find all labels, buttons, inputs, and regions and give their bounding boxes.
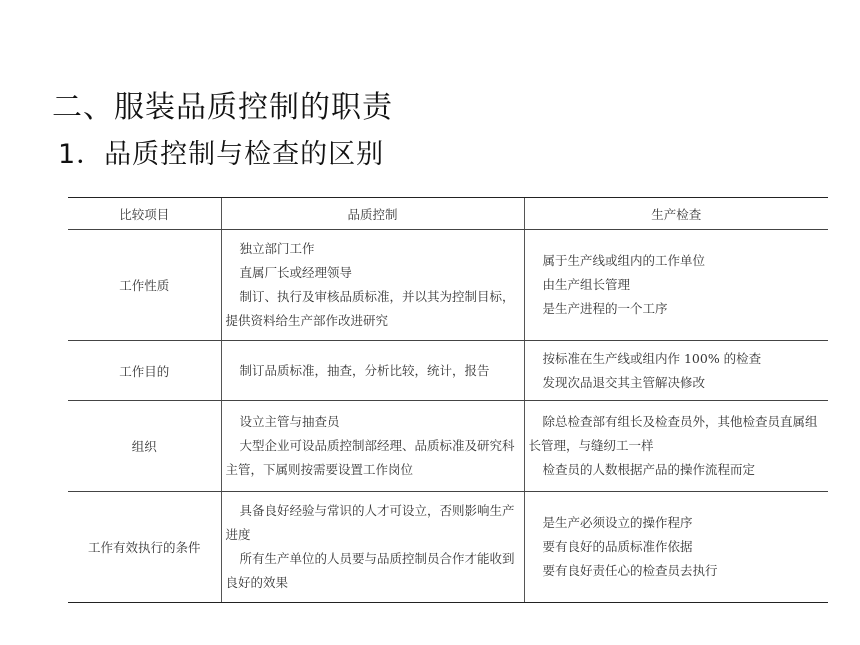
cell-line: 属于生产线或组内的工作单位 [542,253,706,268]
cell-line: 除总检查部有组长及检查员外，其他检查员直属组长管理，与缝纫工一样 [528,414,818,453]
cell-line: 所有生产单位的人员要与品质控制员合作才能收到良好的效果 [225,551,515,590]
table-row [68,401,828,492]
inspection-cell [524,401,828,492]
cell-line: 独立部门工作 [239,241,315,256]
cell-line: 由生产组长管理 [542,277,631,292]
row-label: 工作性质 [68,230,221,341]
table-row [68,341,828,401]
inspection-cell [524,341,828,401]
cell-line: 按标准在生产线或组内作 100% 的检查 [542,350,762,366]
qc-cell [221,341,524,401]
cell-line: 具备良好经验与常识的人才可设立，否则影响生产进度 [225,503,515,542]
cell-line: 大型企业可设品质控制部经理、品质标准及研究科主管，下属则按需要设置工作岗位 [225,438,515,477]
comparison-table [68,197,828,603]
inspection-cell [524,492,828,603]
cell-line: 制订品质标准，抽查，分析比较，统计，报告 [239,362,490,378]
cell-line: 制订、执行及审核品质标准，并以其为控制目标，提供资料给生产部作改进研究 [225,289,515,328]
cell-line: 直属厂长或经理领导 [239,265,353,280]
qc-cell [221,401,524,492]
cell-line: 设立主管与抽查员 [239,414,340,429]
section-subtitle: 1．品质控制与检查的区别 [58,139,385,170]
cell-line: 是生产进程的一个工序 [542,301,668,316]
row-label: 工作有效执行的条件 [68,492,221,603]
cell-line: 是生产必须设立的操作程序 [542,515,693,530]
inspection-cell [524,230,828,341]
cell-line: 要有良好的品质标准作依据 [542,539,693,554]
cell-line: 发现次品退交其主管解决修改 [542,374,706,390]
column-header-item: 比较项目 [68,198,221,230]
qc-cell [221,492,524,603]
cell-line: 检查员的人数根据产品的操作流程而定 [542,462,756,477]
column-header-qc: 品质控制 [221,198,524,230]
row-label: 组织 [68,401,221,492]
qc-cell [221,230,524,341]
table-header-row [68,198,828,230]
row-label: 工作目的 [68,341,221,401]
column-header-inspection: 生产检查 [524,198,828,230]
table-row [68,230,828,341]
table-row [68,492,828,603]
page-title: 二、服装品质控制的职责 [52,90,393,125]
cell-line: 要有良好责任心的检查员去执行 [542,563,718,578]
